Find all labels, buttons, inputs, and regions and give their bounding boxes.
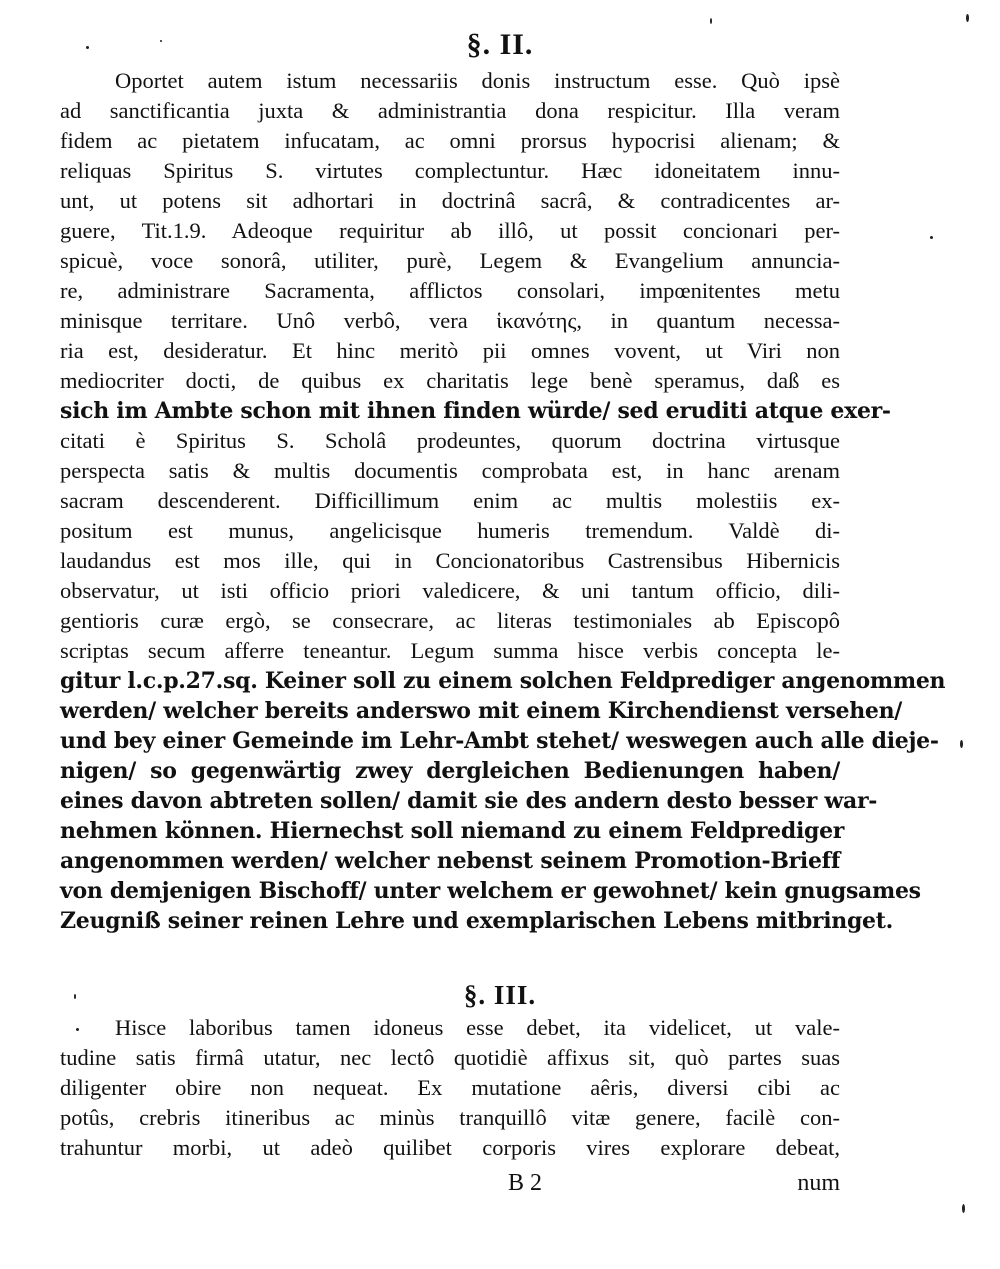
text-line: re, administrare Sacramenta, afflictos consolari, impœnitentes metu	[60, 278, 840, 303]
scan-speck	[930, 236, 933, 239]
text-line: reliquas Spiritus S. virtutes complectuntur. Hæc idoneitatem innu-	[60, 158, 840, 183]
scan-speck	[966, 14, 969, 22]
scan-speck	[962, 1204, 965, 1213]
text-line: eines davon abtreten sollen/ damit sie des andern desto besser war-	[60, 788, 878, 814]
text-line: nehmen können. Hiernechst soll niemand zu einem Feldprediger	[60, 818, 845, 844]
text-line: von demjenigen Bischoff/ unter welchem er gewohnet/ kein gnugsames	[60, 878, 921, 904]
scan-speck	[960, 740, 963, 748]
section-2-heading: §. II.	[466, 28, 534, 61]
text-line: mediocriter docti, de quibus ex charitatis lege benè speramus, daß es	[60, 368, 840, 393]
scan-speck	[74, 994, 76, 999]
section-3-body	[60, 1013, 840, 1163]
text-line: sich im Ambte schon mit ihnen finden würde/ sed eruditi atque exer-	[60, 398, 891, 424]
scan-speck	[76, 1028, 79, 1031]
text-line: citati è Spiritus S. Scholâ prodeuntes, quorum doctrina virtusque	[60, 428, 840, 453]
text-line: ad sanctificantia juxta & administrantia dona respicitur. Illa veram	[60, 98, 840, 123]
text-line: Oportet autem istum necessariis donis instructum esse. Quò ipsè	[115, 68, 840, 93]
page-footer	[60, 1170, 840, 1200]
text-line: unt, ut potens sit adhortari in doctrinâ sacrâ, & contradicentes ar-	[60, 188, 840, 213]
section-2-body	[60, 66, 946, 936]
text-line: Zeugniß seiner reinen Lehre und exemplarischen Lebens mitbringet.	[60, 908, 893, 934]
text-line: diligenter obire non nequeat. Ex mutatione aêris, diversi cibi ac	[60, 1075, 840, 1100]
text-line: nigen/ so gegenwärtig zwey dergleichen Bedienungen haben/	[60, 758, 840, 784]
scan-speck	[710, 18, 712, 24]
text-line: tudine satis firmâ utatur, nec lectô quotidiè affixus sit, quò partes suas	[60, 1045, 840, 1070]
text-line: minisque territare. Unô verbô, vera ἱκανότης, in quantum necessa-	[60, 308, 840, 333]
catchword: num	[797, 1170, 840, 1196]
section-3-heading: §. III.	[463, 980, 537, 1010]
text-line: gitur l.c.p.27.sq. Keiner soll zu einem solchen Feldprediger angenommen	[60, 668, 946, 694]
scan-speck	[86, 46, 89, 49]
text-line: werden/ welcher bereits anderswo mit einem Kirchendienst versehen/	[60, 698, 903, 724]
text-line: guere, Tit.1.9. Adeoque requiritur ab illô, ut possit concionari per-	[60, 218, 840, 243]
text-line: fidem ac pietatem infucatam, ac omni prorsus hypocrisi alienam; &	[60, 128, 840, 153]
text-line: positum est munus, angelicisque humeris tremendum. Valdè di-	[60, 518, 840, 543]
text-line: scriptas secum afferre teneantur. Legum summa hisce verbis concepta le-	[60, 638, 840, 663]
text-line: sacram descenderent. Difficillimum enim ac multis molestiis ex-	[60, 488, 840, 513]
text-line: laudandus est mos ille, qui in Concionatoribus Castrensibus Hibernicis	[60, 548, 840, 573]
signature-mark: B 2	[508, 1170, 543, 1196]
text-line: observatur, ut isti officio priori valedicere, & uni tantum officio, dili-	[60, 578, 840, 603]
text-line: und bey einer Gemeinde im Lehr-Ambt stehet/ weswegen auch alle dieje-	[60, 728, 939, 754]
text-line: angenommen werden/ welcher nebenst seinem Promotion-Brieff	[60, 848, 840, 874]
text-line: Hisce laboribus tamen idoneus esse debet, ita videlicet, ut vale-	[115, 1015, 840, 1040]
text-line: spicuè, voce sonorâ, utiliter, purè, Legem & Evangelium annuncia-	[60, 248, 840, 273]
text-line: ria est, desideratur. Et hinc meritò pii omnes vovent, ut Viri non	[60, 338, 840, 363]
text-line: perspecta satis & multis documentis comprobata est, in hanc arenam	[60, 458, 840, 483]
scan-speck	[160, 40, 162, 42]
text-line: gentioris curæ ergò, se consecrare, ac literas testimoniales ab Episcopô	[60, 608, 840, 633]
text-line: trahuntur morbi, ut adeò quilibet corporis vires explorare debeat,	[60, 1135, 840, 1160]
text-line: potûs, crebris itineribus ac minùs tranquillô vitæ genere, facilè con-	[60, 1105, 840, 1130]
